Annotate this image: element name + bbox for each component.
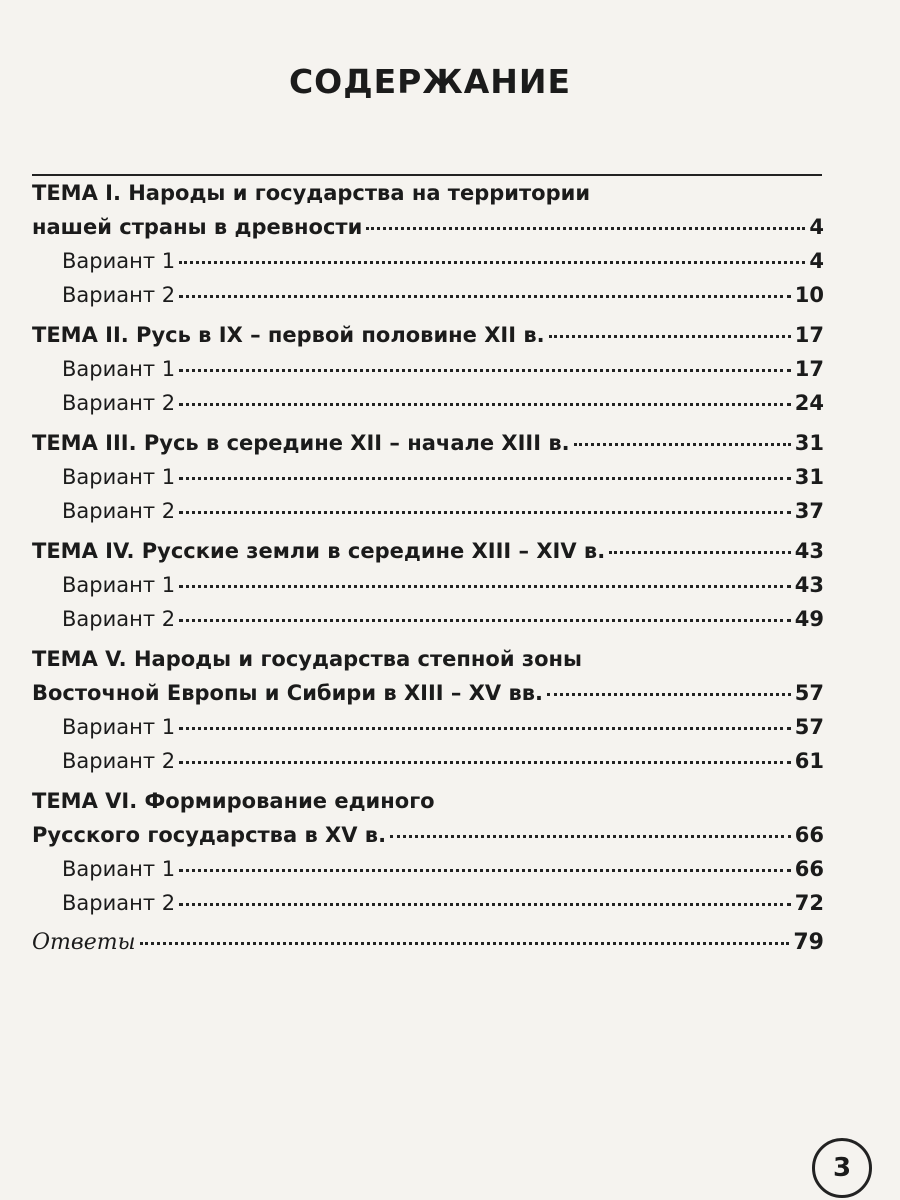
toc-page-number: 10	[794, 283, 824, 307]
toc-line	[32, 886, 824, 920]
toc-page-number: 43	[794, 573, 824, 597]
toc-page-number: 31	[794, 465, 824, 489]
toc-topic	[32, 426, 824, 460]
table-of-contents	[32, 176, 824, 960]
toc-variant	[32, 602, 824, 636]
toc-line	[32, 926, 824, 960]
toc-entry-text: Вариант 2	[62, 891, 176, 915]
page-number: 3	[832, 1153, 852, 1183]
toc-page-number: 4	[809, 215, 824, 239]
toc-line	[32, 244, 824, 278]
toc-page-number: 31	[794, 431, 824, 455]
dot-leader	[609, 541, 791, 554]
toc-entry-text: Восточной Европы и Сибири в XIII – XV вв.	[32, 681, 544, 705]
toc-variant	[32, 244, 824, 278]
toc-line	[32, 602, 824, 636]
toc-variant	[32, 460, 824, 494]
toc-line	[32, 818, 824, 852]
dot-leader	[549, 325, 791, 338]
toc-line	[32, 426, 824, 460]
toc-line	[32, 642, 824, 676]
dot-leader	[179, 501, 791, 514]
toc-entry-text: Вариант 1	[62, 465, 176, 489]
dot-leader	[179, 717, 791, 730]
toc-page-number: 57	[794, 715, 824, 739]
toc-entry-text: ТЕМА I. Народы и государства на территории	[32, 181, 591, 205]
toc-page-number: 79	[793, 930, 824, 955]
dot-leader	[179, 751, 791, 764]
toc-entry-text: Вариант 2	[62, 607, 176, 631]
toc-entry-text: Вариант 2	[62, 499, 176, 523]
toc-entry-text: Вариант 1	[62, 857, 176, 881]
toc-entry-text: Вариант 2	[62, 283, 176, 307]
toc-variant	[32, 494, 824, 528]
toc-entry-text: Вариант 1	[62, 249, 176, 273]
toc-variant	[32, 886, 824, 920]
toc-line	[32, 352, 824, 386]
toc-line	[32, 278, 824, 312]
toc-page-number: 57	[794, 681, 824, 705]
dot-leader	[179, 893, 791, 906]
toc-entry-text: Вариант 2	[62, 749, 176, 773]
toc-variant	[32, 568, 824, 602]
dot-leader	[547, 683, 791, 696]
toc-topic	[32, 642, 824, 710]
toc-variant	[32, 386, 824, 420]
toc-entry-text: Вариант 1	[62, 357, 176, 381]
dot-leader	[179, 467, 791, 480]
toc-line	[32, 710, 824, 744]
toc-entry-text: Вариант 2	[62, 391, 176, 415]
toc-page-number: 37	[794, 499, 824, 523]
toc-page-number: 72	[794, 891, 824, 915]
toc-page-number: 61	[794, 749, 824, 773]
page-number-badge	[812, 1138, 872, 1198]
toc-page-number: 66	[794, 857, 824, 881]
toc-page-number: 17	[794, 323, 824, 347]
dot-leader	[366, 217, 805, 230]
toc-page-number: 66	[794, 823, 824, 847]
toc-entry-text: ТЕМА VI. Формирование единого	[32, 789, 435, 813]
toc-entry-text: Вариант 1	[62, 715, 176, 739]
toc-line	[32, 318, 824, 352]
toc-answers	[32, 926, 824, 960]
toc-topic	[32, 784, 824, 852]
toc-entry-text: ТЕМА III. Русь в середине XII – начале XIII в.	[32, 431, 570, 455]
dot-leader	[179, 859, 791, 872]
toc-variant	[32, 744, 824, 778]
toc-entry-text: ТЕМА IV. Русские земли в середине XIII – XIV в.	[32, 539, 606, 563]
toc-entry-text: Ответы	[32, 930, 136, 955]
dot-leader	[179, 575, 791, 588]
toc-line	[32, 568, 824, 602]
toc-page-number: 43	[794, 539, 824, 563]
toc-page-number: 49	[794, 607, 824, 631]
toc-line	[32, 176, 824, 210]
dot-leader	[574, 433, 791, 446]
dot-leader	[390, 825, 791, 838]
toc-line	[32, 460, 824, 494]
toc-topic	[32, 318, 824, 352]
toc-entry-text: Вариант 1	[62, 573, 176, 597]
toc-entry-text: ТЕМА V. Народы и государства степной зоны	[32, 647, 583, 671]
toc-line	[32, 676, 824, 710]
dot-leader	[179, 393, 791, 406]
toc-variant	[32, 710, 824, 744]
toc-entry-text: ТЕМА II. Русь в IX – первой половине XII в.	[32, 323, 545, 347]
toc-line	[32, 534, 824, 568]
dot-leader	[179, 285, 791, 298]
toc-page-number: 4	[809, 249, 824, 273]
toc-line	[32, 852, 824, 886]
toc-line	[32, 210, 824, 244]
toc-variant	[32, 278, 824, 312]
toc-line	[32, 784, 824, 818]
toc-variant	[32, 852, 824, 886]
page-title: СОДЕРЖАНИЕ	[288, 62, 572, 101]
dot-leader	[140, 932, 790, 945]
dot-leader	[179, 251, 805, 264]
dot-leader	[179, 609, 791, 622]
toc-entry-text: нашей страны в древности	[32, 215, 363, 239]
toc-line	[32, 744, 824, 778]
toc-page-number: 17	[794, 357, 824, 381]
toc-variant	[32, 352, 824, 386]
toc-line	[32, 386, 824, 420]
dot-leader	[179, 359, 791, 372]
toc-topic	[32, 176, 824, 244]
toc-entry-text: Русского государства в XV в.	[32, 823, 387, 847]
toc-page-number: 24	[794, 391, 824, 415]
toc-topic	[32, 534, 824, 568]
toc-line	[32, 494, 824, 528]
